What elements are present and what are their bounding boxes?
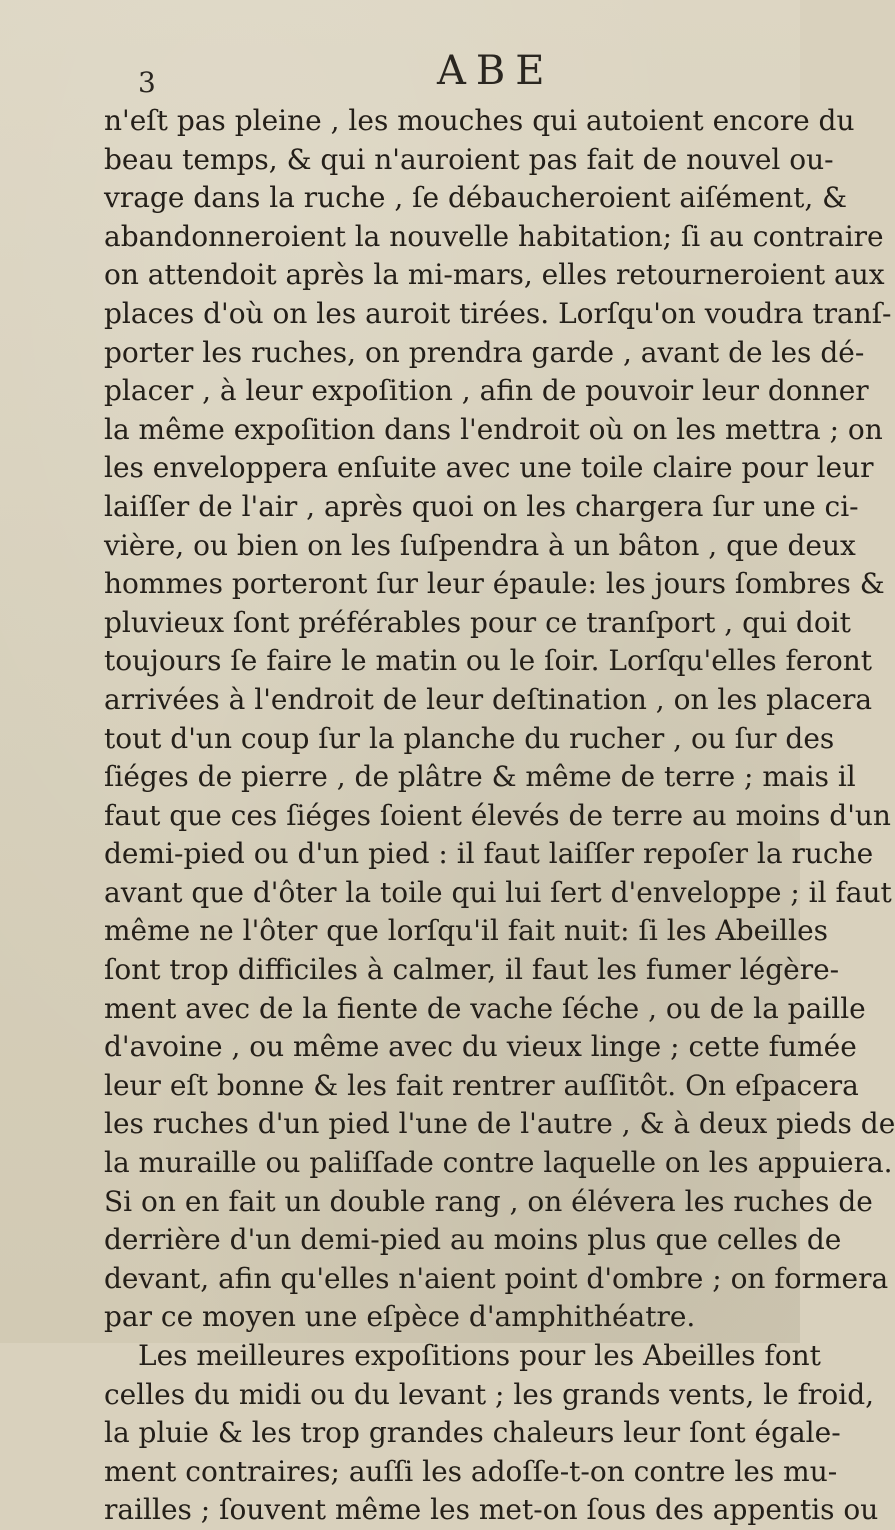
text-line: la muraille ou paliſſade contre laquelle on les appuiera. [104, 1146, 893, 1180]
body-text [104, 102, 895, 1530]
text-line: les enveloppera enſuite avec une toile claire pour leur [104, 451, 874, 485]
text-line: devant, afin qu'elles n'aient point d'ombre ; on formera [104, 1261, 889, 1295]
text-line: on attendoit après la mi-mars, elles retourneroient aux [104, 258, 885, 292]
text-line: d'avoine , ou même avec du vieux linge ; cette fumée [104, 1030, 857, 1064]
text-line: leur eſt bonne & les fait rentrer auſſitôt. On eſpacera [104, 1068, 859, 1102]
text-line: laiſſer de l'air , après quoi on les chargera ſur une ci- [104, 489, 859, 523]
text-line: vrage dans la ruche , ſe débaucheroient aiſément, & [104, 181, 848, 215]
text-line: porter les ruches, on prendra garde , avant de les dé- [104, 335, 865, 369]
running-head: ABE [437, 48, 555, 94]
text-line: toujours ſe faire le matin ou le ſoir. Lorſqu'elles feront [104, 644, 873, 678]
text-line: demi-pied ou d'un pied : il faut laiſſer repoſer la ruche [104, 837, 874, 871]
text-line: ſiéges de pierre , de plâtre & même de terre ; mais il [104, 760, 856, 794]
text-line: ment contraires; auſſi les adoſſe-t-on contre les mu- [104, 1454, 838, 1488]
text-line: même ne l'ôter que lorſqu'il fait nuit: ſi les Abeilles [104, 914, 829, 948]
text-line: par ce moyen une eſpèce d'amphithéatre. [104, 1300, 696, 1334]
text-line: placer , à leur expoſition , afin de pouvoir leur donner [104, 374, 869, 408]
text-line: hommes porteront ſur leur épaule: les jours ſombres & [104, 567, 885, 601]
text-line: la même expoſition dans l'endroit où on les mettra ; on [104, 412, 883, 446]
text-line: les ruches d'un pied l'une de l'autre , & à deux pieds de [104, 1107, 895, 1141]
text-line: pluvieux ſont préférables pour ce tranſport , qui doit [104, 605, 851, 639]
text-line: faut que ces ſiéges ſoient élevés de terre au moins d'un [104, 798, 891, 832]
text-line: Si on en fait un double rang , on élévera les ruches de [104, 1184, 873, 1218]
text-line: arrivées à l'endroit de leur deſtination , on les placera [104, 682, 873, 716]
text-line: la pluie & les trop grandes chaleurs leur ſont égale- [104, 1416, 841, 1450]
page-header [0, 40, 800, 100]
text-line: railles ; ſouvent même les met-on ſous des appentis ou [104, 1493, 879, 1527]
text-line: Les meilleures expoſitions pour les Abeilles font [138, 1339, 821, 1372]
text-line: ment avec de la fiente de vache ſéche , ou de la paille [104, 991, 866, 1025]
text-line: celles du midi ou du levant ; les grands vents, le froid, [104, 1377, 875, 1411]
text-line: derrière d'un demi-pied au moins plus que celles de [104, 1223, 842, 1257]
text-line: ſont trop difficiles à calmer, il faut les fumer légère- [104, 953, 840, 987]
text-line: abandonneroient la nouvelle habitation; ſi au contraire [104, 219, 884, 253]
text-line: vière, ou bien on les ſuſpendra à un bâton , que deux [104, 528, 856, 562]
text-line: n'eſt pas pleine , les mouches qui autoient encore du [104, 104, 855, 137]
text-line: places d'où on les auroit tirées. Lorſqu'on voudra tranſ- [104, 296, 892, 330]
text-line: beau temps, & qui n'auroient pas fait de nouvel ou- [104, 142, 834, 176]
signature-mark: 3 [138, 66, 156, 99]
text-line: tout d'un coup ſur la planche du rucher , ou ſur des [104, 721, 835, 755]
text-line: avant que d'ôter la toile qui lui ſert d'enveloppe ; il faut [104, 875, 892, 909]
